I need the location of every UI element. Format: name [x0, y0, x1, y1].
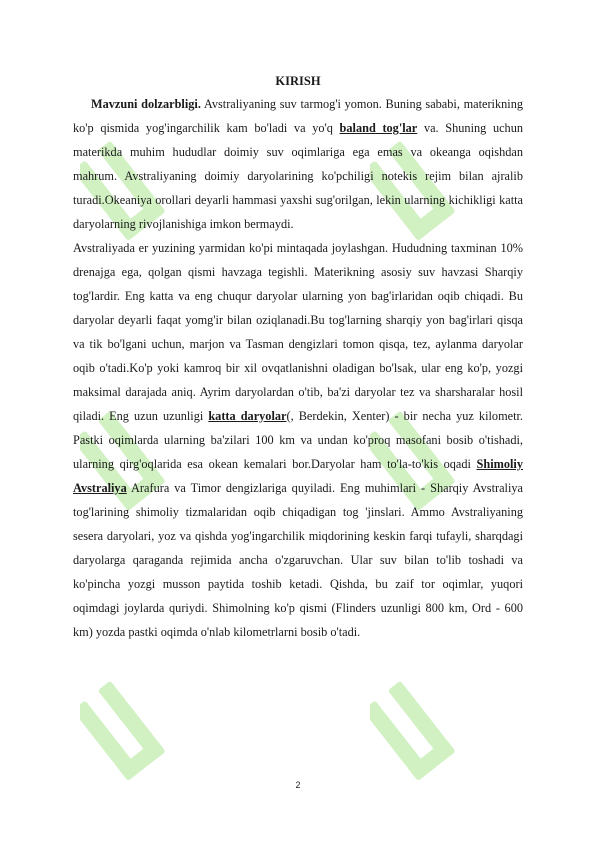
paragraph-text: va. Shuning uchun materikda muhim hududlar doimiy suv oqimlariga ega emas va okeanga oqishdan mahrum. Avstraliyaning doimiy daryolarining ko'pchiligi notekis rejim bilan ajralib turadi.Okeaniya orollari deyarli hammasi yaxshi sug'orilgan, lekin ularning kichikligi katta daryolarning rivojlanishiga imkon bermaydi.: [73, 121, 523, 231]
paragraph-text: (, Berdekin, Xenter) - bir necha yuz kilometr. Pastki oqimlarda ularning ba'zilari 100 km va undan ko'proq masofani bosib o'tishadi, ularning qirg'oqlarida esa okean kemalari bor.Daryolar ham to'la-to'kis oqadi: [73, 409, 523, 471]
document-body: [73, 70, 523, 644]
link-baland-toglar[interactable]: baland tog'lar: [339, 121, 418, 135]
paragraph-text: Avstraliyada er yuzining yarmidan ko'pi mintaqada joylashgan. Hududning taxminan 10% drenajga ega, qolgan qismi havzaga tegishli. Materikning asosiy suv havzasi Sharqiy tog'lardir. Eng katta va eng chuqur daryolar ularning yon bag'irlaridan oqib chiqadi. Bu daryolar deyarli faqat yomg'ir bilan oziqlanadi.Bu tog'larning sharqiy yon bag'irlari qisqa va tik bo'lgani uchun, marjon va Tasman dengizlari tomon qisqa, tez, aylanma daryolar oqib o'tadi.Ko'p yoki kamroq bir xil ovqatlanishni oladigan bo'lsak, ular eng ko'p, yozgi maksimal darajada aniq. Ayrim daryolardan o'tib, ba'zi daryolar tez va sharsharalar hosil qiladi. Eng uzun uzunligi: [73, 241, 523, 423]
page-title: KIRISH: [275, 74, 321, 88]
link-katta-daryolar[interactable]: katta daryolar: [208, 409, 287, 423]
paragraph-relevance: [73, 92, 523, 236]
page-number: 2: [295, 780, 301, 790]
link-shimoliy-avstraliya[interactable]: Shimoliy Avstraliya: [73, 457, 523, 495]
paragraph-rivers: [73, 236, 523, 644]
paragraph-lead: Mavzuni dolzarbligi.: [91, 97, 201, 111]
paragraph-text: Arafura va Timor dengizlariga quyiladi. Eng muhimlari - Sharqiy Avstraliya tog'larining shimoliy tizmalaridan oqib chiqadigan tog 'jinslari. Ammo Avstraliyaning sesera daryolari, yoz va qishda yog'ingarchilik miqdorining keskin farqi tufayli, sharqdagi daryolarga qaraganda rejimida ancha o'zgaruvchan. Ular suv bilan to'lib toshadi va ko'pincha yozgi musson paytida toshib ketadi. Qishda, bu zaif tor oqimlar, yuqori oqimdagi joylarda quriydi. Shimolning ko'p qismi (Flinders uzunligi 800 km, Ord - 600 km) yozda pastki oqimda o'nlab kilometrlarni bosib o'tadi.: [73, 481, 523, 639]
paragraph-text: Avstraliyaning suv tarmog'i yomon. Buning sababi, materikning ko'p qismida yog'ingarchilik kam bo'ladi va yo'q: [73, 97, 523, 135]
